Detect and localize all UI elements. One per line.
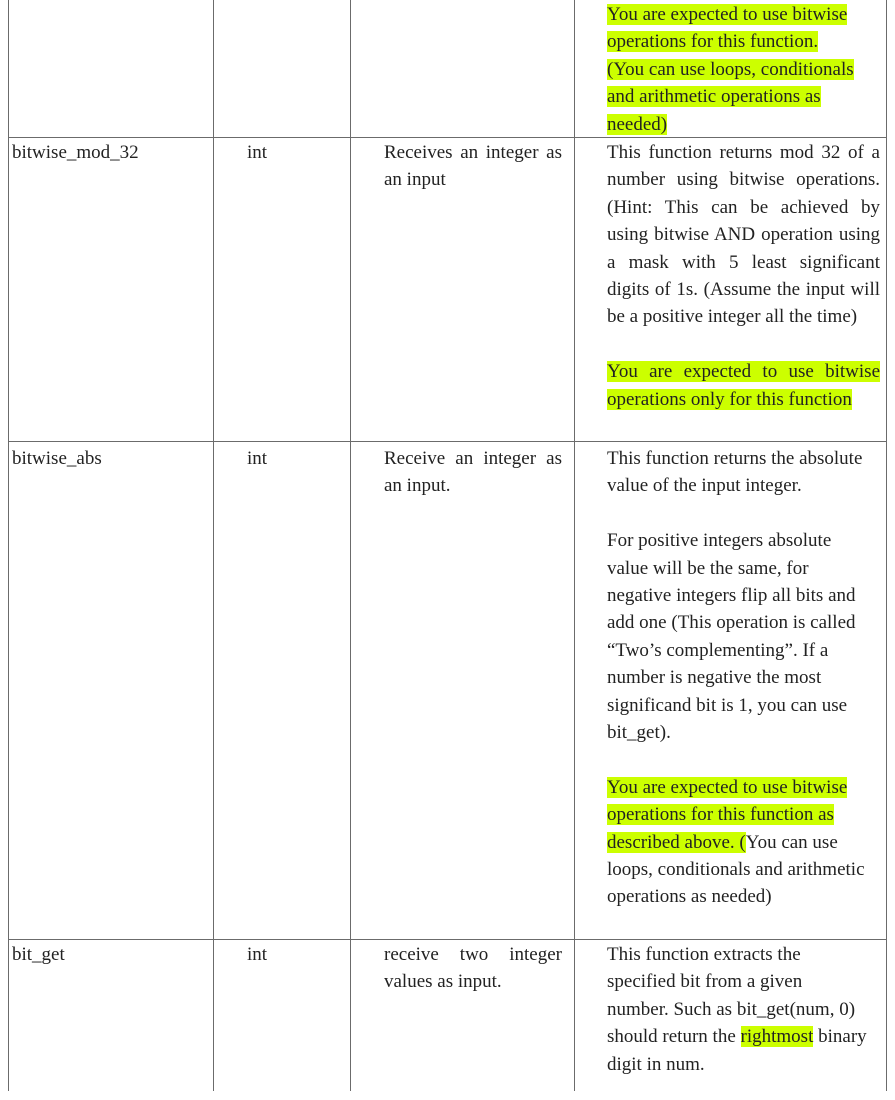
function-name: bitwise_abs xyxy=(12,448,102,469)
highlighted-text: You are expected to use bitwise operations for this function as described above. ( xyxy=(607,776,848,853)
description-cell xyxy=(607,139,880,413)
description-text: This function returns the absolute value of the input integer. xyxy=(607,448,863,497)
description-text: This function returns mod 32 of a number using bitwise operations. (Hint: This can be achieved by using bitwise AND operation using a mask with 5 least significant digits of 1s. (Assume the input will be a positive integer all the time) xyxy=(607,142,880,328)
table-row xyxy=(8,0,887,138)
highlighted-text: rightmost xyxy=(740,1026,814,1048)
highlighted-text: You are expected to use bitwise operations only for this function xyxy=(607,361,880,410)
description-text: binary digit in num. xyxy=(607,1026,867,1075)
function-spec-table xyxy=(8,0,887,1091)
input-description: receive two integer values as input. xyxy=(384,944,562,993)
return-type: int xyxy=(247,448,268,469)
function-name: bitwise_mod_32 xyxy=(12,142,139,163)
return-type: int xyxy=(247,142,268,163)
description-cell xyxy=(607,445,873,911)
description-cell xyxy=(607,941,867,1078)
table-row xyxy=(8,442,887,940)
input-description: Receives an integer as an input xyxy=(384,142,562,191)
input-description: Receive an integer as an input. xyxy=(384,448,562,497)
return-type: int xyxy=(247,944,268,965)
description-text: You can use loops, conditionals and arithmetic operations as needed) xyxy=(607,831,865,908)
table-row xyxy=(8,138,887,442)
highlighted-text: You are expected to use bitwise operations for this function. xyxy=(607,4,848,53)
table-row xyxy=(8,940,887,1100)
function-name: bit_get xyxy=(12,944,65,965)
highlighted-text: (You can use loops, conditionals and arithmetic operations as needed) xyxy=(607,58,854,135)
description-text: This function extracts the specified bit from a given number. Such as bit_get(num, 0) should return the xyxy=(607,944,856,1048)
description-cell xyxy=(607,1,880,138)
description-text: For positive integers absolute value will be the same, for negative integers flip all bits and add one (This operation is called “Two’s complementing”. If a number is negative the most significand bit is 1, you can use bit_get). xyxy=(607,530,856,744)
